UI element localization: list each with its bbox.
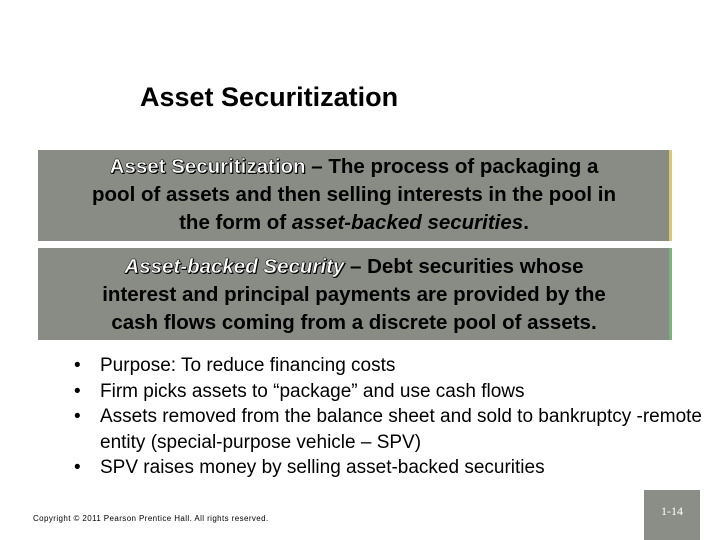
definition-text: .: [523, 211, 529, 234]
definition-text: Debt securities whose: [367, 255, 584, 278]
definition-term: Asset Securitization: [109, 155, 306, 178]
bullet-icon: •: [74, 355, 81, 376]
slide-title: Asset Securitization: [140, 82, 399, 112]
copyright-footer: Copyright © 2011 Pearson Prentice Hall. All rights reserved.: [33, 514, 269, 523]
definition-dash: –: [344, 255, 368, 278]
bullet-list: [74, 353, 718, 481]
page-number: 1-14: [661, 504, 683, 518]
bullet-icon: •: [74, 380, 81, 402]
definition-box-asset-securitization: [38, 150, 670, 241]
definition-dash: –: [305, 155, 329, 178]
definition-line-2: interest and principal payments are provided by the: [102, 283, 606, 306]
bullet-item: [74, 353, 718, 379]
definition-box-asset-backed-security: [38, 248, 670, 340]
bullet-text: SPV raises money by selling asset-backed securities: [100, 457, 545, 478]
definition-line-3: [38, 209, 670, 237]
bullet-text: Assets removed from the balance sheet and sold to bankruptcy -remote entity (special-purpose vehicle – SPV): [100, 406, 702, 453]
definition-line-1: [38, 253, 670, 281]
bullet-text: Firm picks assets to “package” and use cash flows: [100, 380, 525, 402]
definition-text: the form of: [179, 211, 292, 234]
bullet-item: [74, 455, 718, 481]
definition-text: The process of packaging a: [328, 155, 599, 178]
box-accent-edge: [669, 150, 672, 241]
page-number-badge: [644, 490, 700, 540]
definition-line-1: [38, 153, 670, 181]
bullet-item: [74, 379, 718, 405]
definition-italic-text: asset-backed securities: [291, 211, 524, 234]
definition-term: Asset-backed Security: [124, 255, 345, 278]
definition-line-2: pool of assets and then selling interests in the pool in: [92, 183, 616, 206]
definition-line-3: cash flows coming from a discrete pool of assets.: [111, 311, 597, 334]
box-accent-edge: [669, 248, 672, 340]
bullet-icon: •: [74, 457, 81, 478]
bullet-item: [74, 404, 718, 455]
bullet-icon: •: [74, 406, 81, 427]
bullet-text: Purpose: To reduce financing costs: [100, 355, 396, 376]
